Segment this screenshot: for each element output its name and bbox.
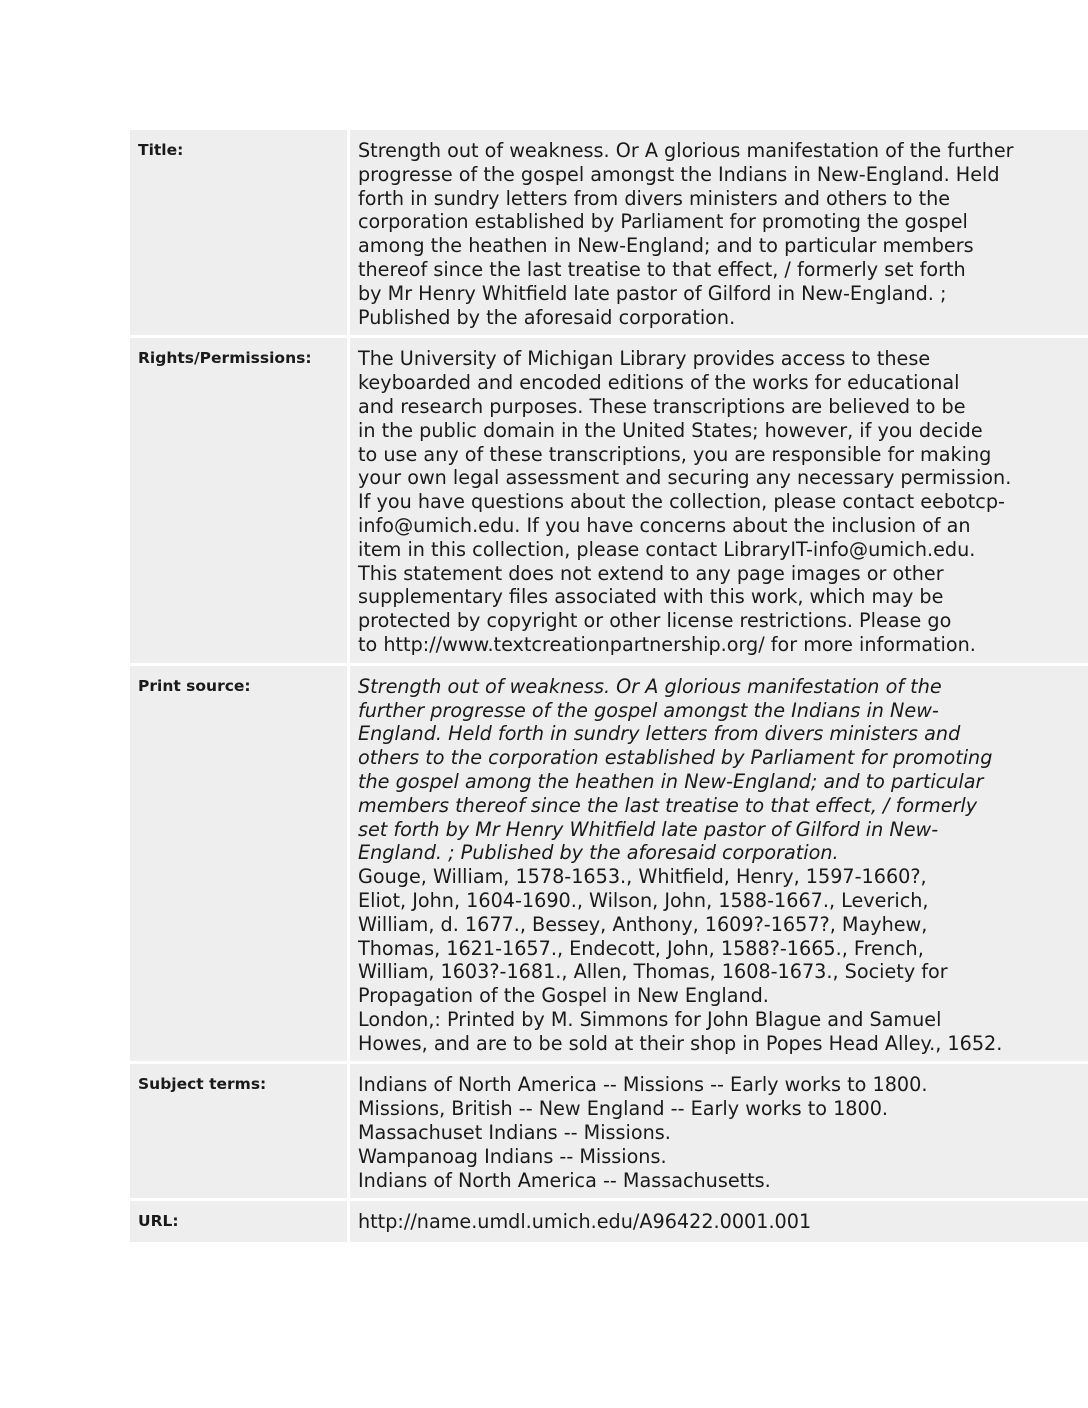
rights-line: If you have questions about the collection, please contact eebotcp- bbox=[358, 490, 1005, 514]
print-source-title-line: England. ; Published by the aforesaid corporation. bbox=[358, 841, 839, 865]
rights-line: item in this collection, please contact LibraryIT-info@umich.edu. bbox=[358, 537, 976, 561]
title-line: Strength out of weakness. Or A glorious manifestation of the further bbox=[358, 139, 1014, 162]
title-value bbox=[350, 130, 1088, 335]
subject-term: Massachuset Indians -- Missions. bbox=[358, 1121, 671, 1145]
rights-line: in the public domain in the United States; however, if you decide bbox=[358, 418, 983, 442]
rights-line: protected by copyright or other license restrictions. Please go bbox=[358, 609, 952, 633]
print-source-author-line: Eliot, John, 1604-1690., Wilson, John, 1588-1667., Leverich, bbox=[358, 888, 929, 912]
rights-line: to http://www.textcreationpartnership.org/ for more information. bbox=[358, 632, 976, 656]
rights-line: keyboarded and encoded editions of the works for educational bbox=[358, 371, 960, 395]
print-source-imprint-line: London,: Printed by M. Simmons for John Blague and Samuel bbox=[358, 1007, 942, 1031]
subject-term: Indians of North America -- Massachusetts. bbox=[358, 1168, 771, 1192]
subject-term: Wampanoag Indians -- Missions. bbox=[358, 1144, 667, 1168]
print-source-title-line: further progresse of the gospel amongst the Indians in New- bbox=[358, 698, 939, 722]
rights-value bbox=[350, 338, 1088, 662]
title-line: among the heathen in New-England; and to particular members bbox=[358, 234, 974, 258]
record-metadata-table bbox=[130, 127, 1088, 1245]
print-source-authors bbox=[358, 865, 1084, 1008]
subject-terms-value bbox=[350, 1064, 1088, 1198]
print-source-label: Print source: bbox=[130, 666, 350, 1062]
print-source-title-line: set forth by Mr Henry Whitfield late pastor of Gilford in New- bbox=[358, 817, 939, 841]
rights-line: info@umich.edu. If you have concerns about the inclusion of an bbox=[358, 513, 971, 537]
print-source-row bbox=[130, 666, 1088, 1062]
url-label: URL: bbox=[130, 1201, 350, 1242]
rights-line: and research purposes. These transcriptions are believed to be bbox=[358, 394, 966, 418]
print-source-imprint bbox=[358, 1008, 1084, 1056]
print-source-value bbox=[350, 666, 1088, 1062]
title-row bbox=[130, 130, 1088, 335]
print-source-title-line: England. Held forth in sundry letters from divers ministers and bbox=[358, 722, 961, 746]
print-source-title-line: members thereof since the last treatise to that effect, / formerly bbox=[358, 793, 978, 817]
title-line: thereof since the last treatise to that effect, / formerly set forth bbox=[358, 257, 966, 281]
subject-term: Indians of North America -- Missions -- Early works to 1800. bbox=[358, 1073, 928, 1097]
title-line: by Mr Henry Whitfield late pastor of Gilford in New-England. ; bbox=[358, 281, 947, 305]
title-line: corporation established by Parliament for promoting the gospel bbox=[358, 210, 968, 234]
print-source-title-line: the gospel among the heathen in New-England; and to particular bbox=[358, 769, 984, 793]
url-row bbox=[130, 1201, 1088, 1242]
print-source-author-line: William, 1603?-1681., Allen, Thomas, 1608-1673., Society for bbox=[358, 960, 948, 984]
subject-term: Missions, British -- New England -- Early works to 1800. bbox=[358, 1097, 889, 1121]
title-label: Title: bbox=[130, 130, 350, 335]
rights-line: your own legal assessment and securing any necessary permission. bbox=[358, 466, 1012, 490]
print-source-author-line: Propagation of the Gospel in New England. bbox=[358, 984, 769, 1008]
title-line: forth in sundry letters from divers ministers and others to the bbox=[358, 186, 951, 210]
print-source-title-line: others to the corporation established by Parliament for promoting bbox=[358, 746, 993, 770]
print-source-author-line: Gouge, William, 1578-1653., Whitfield, Henry, 1597-1660?, bbox=[358, 865, 927, 889]
title-line: Published by the aforesaid corporation. bbox=[358, 305, 736, 329]
print-source-imprint-line: Howes, and are to be sold at their shop in Popes Head Alley., 1652. bbox=[358, 1031, 1003, 1055]
rights-line: to use any of these transcriptions, you are responsible for making bbox=[358, 442, 992, 466]
print-source-title-line: Strength out of weakness. Or A glorious manifestation of the bbox=[358, 674, 942, 698]
print-source-author-line: William, d. 1677., Bessey, Anthony, 1609?-1657?, Mayhew, bbox=[358, 912, 928, 936]
print-source-title bbox=[358, 675, 1084, 865]
rights-row bbox=[130, 338, 1088, 662]
print-source-author-line: Thomas, 1621-1657., Endecott, John, 1588?-1665., French, bbox=[358, 936, 924, 960]
subject-terms-row bbox=[130, 1064, 1088, 1198]
rights-line: This statement does not extend to any page images or other bbox=[358, 561, 944, 585]
rights-label: Rights/Permissions: bbox=[130, 338, 350, 662]
title-line: progresse of the gospel amongst the Indians in New-England. Held bbox=[358, 162, 1000, 186]
rights-line: The University of Michigan Library provides access to these bbox=[358, 347, 931, 371]
subject-terms-label: Subject terms: bbox=[130, 1064, 350, 1198]
url-value bbox=[350, 1201, 1088, 1242]
record-url-text: http://name.umdl.umich.edu/A96422.0001.001 bbox=[358, 1210, 812, 1234]
rights-line: supplementary files associated with this work, which may be bbox=[358, 585, 944, 609]
